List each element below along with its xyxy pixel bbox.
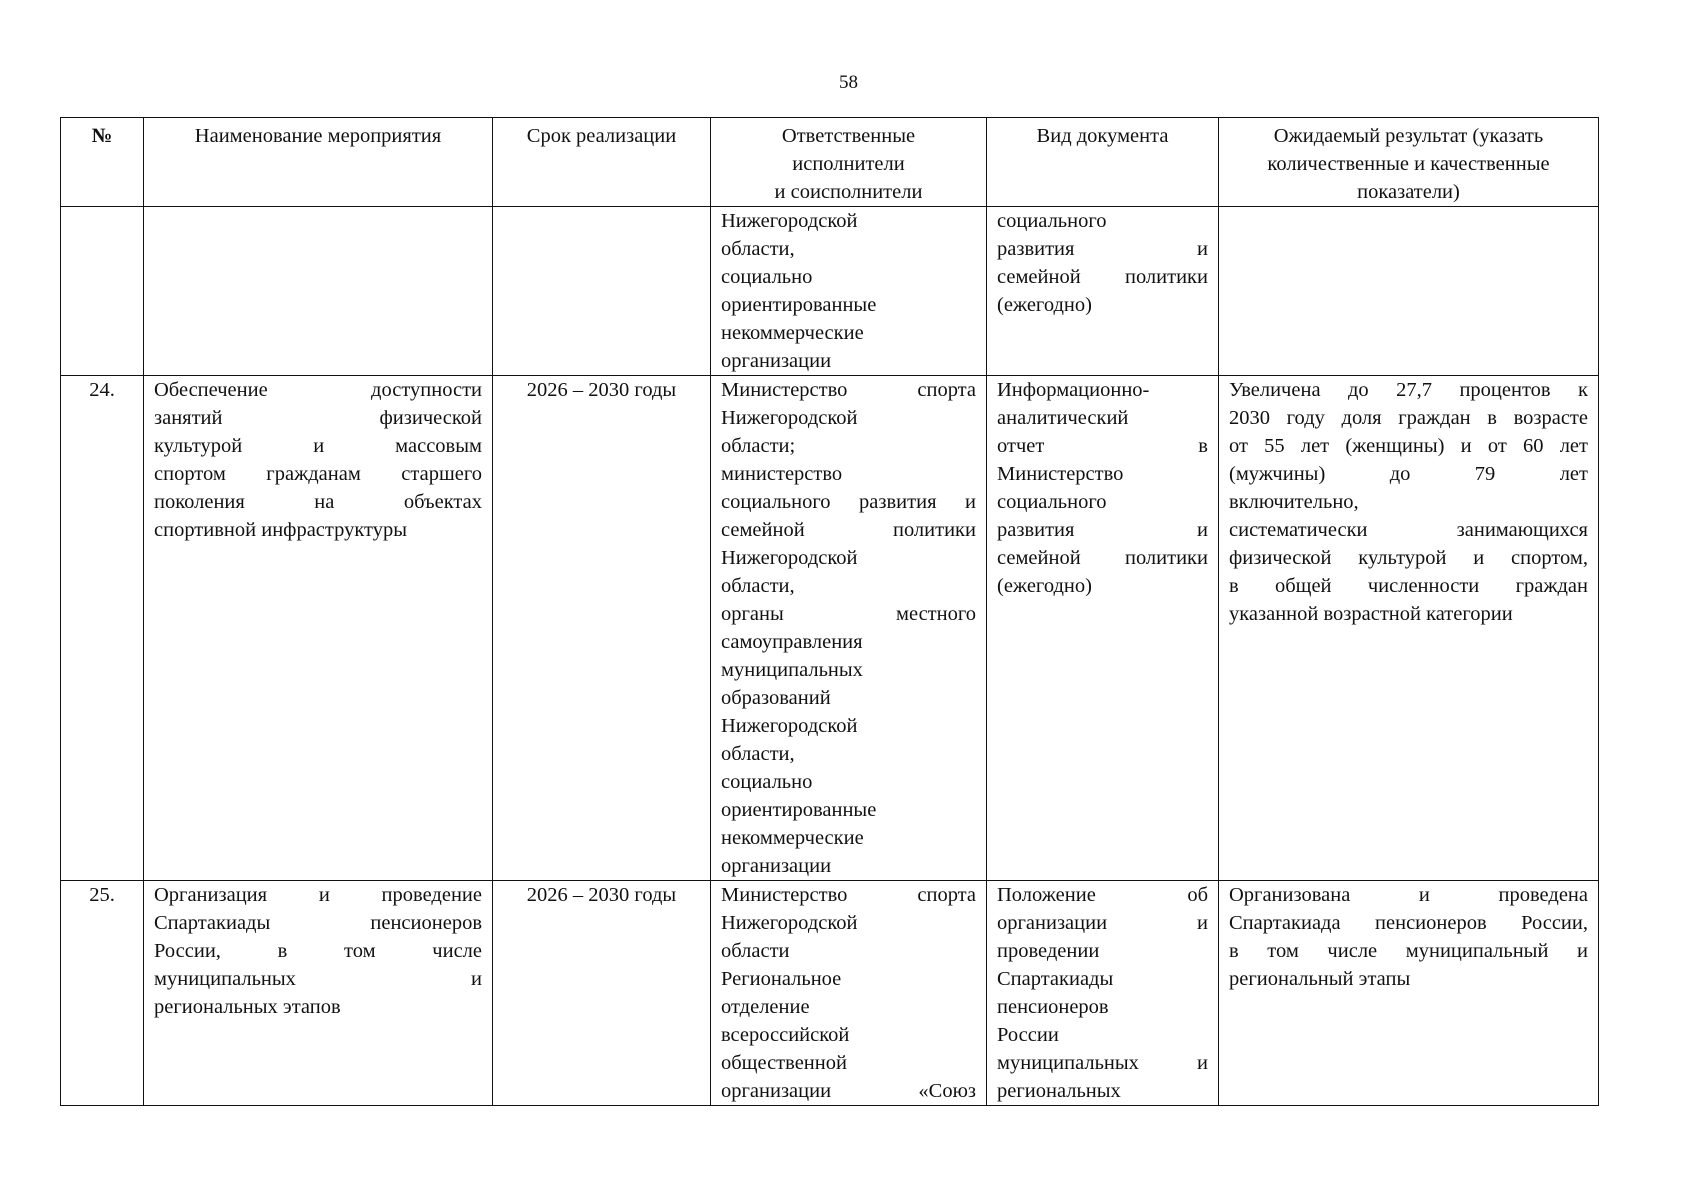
- cell-name: [144, 376, 493, 881]
- cell-line: Нижегородской: [721, 912, 858, 934]
- cell-num: [61, 207, 144, 376]
- cell-line: области: [721, 940, 790, 962]
- header-line: Ожидаемый результат (указать: [1273, 125, 1544, 147]
- cell-line: Информационно-: [997, 379, 1150, 401]
- cell-line: министерство: [721, 463, 843, 485]
- measures-table: [60, 117, 1599, 1106]
- header-executors: [711, 118, 987, 207]
- cell-line: Организована и проведена: [1229, 884, 1588, 906]
- cell-line: организации и: [997, 912, 1208, 934]
- cell-line: области,: [721, 743, 795, 765]
- cell-line: области;: [721, 435, 796, 457]
- header-line: количественные и качественные: [1267, 153, 1550, 175]
- cell-executors: [711, 881, 987, 1106]
- cell-line: спортом гражданам старшего: [154, 463, 482, 485]
- cell-line: Спартакиады: [997, 968, 1114, 990]
- cell-line: России, в том числе: [154, 940, 482, 962]
- header-term: Срок реализации: [493, 118, 711, 207]
- cell-line: физической культурой и спортом,: [1229, 547, 1588, 569]
- cell-line: проведении: [997, 940, 1100, 962]
- header-doc-type: Вид документа: [987, 118, 1219, 207]
- cell-line: некоммерческие: [721, 827, 864, 849]
- header-line: и соисполнители: [774, 181, 923, 203]
- cell-term: [493, 207, 711, 376]
- cell-line: (мужчины) до 79 лет: [1229, 463, 1588, 485]
- cell-executors: [711, 207, 987, 376]
- cell-line: поколения на объектах: [154, 491, 482, 513]
- cell-line: культурой и массовым: [154, 435, 482, 457]
- cell-line: организации: [721, 855, 832, 877]
- cell-line: всероссийской: [721, 1024, 850, 1046]
- table-row: [61, 207, 1599, 376]
- cell-line: указанной возрастной категории: [1229, 603, 1513, 625]
- cell-doc-type: [987, 376, 1219, 881]
- header-line: Ответственные: [781, 125, 916, 147]
- cell-line: Региональное: [721, 968, 842, 990]
- cell-num: 24.: [61, 376, 144, 881]
- cell-executors: [711, 376, 987, 881]
- cell-line: Увеличена до 27,7 процентов к: [1229, 379, 1588, 401]
- cell-line: занятий физической: [154, 407, 482, 429]
- cell-line: Нижегородской: [721, 547, 858, 569]
- cell-term: 2026 – 2030 годы: [493, 881, 711, 1106]
- cell-line: России: [997, 1024, 1059, 1046]
- cell-line: семейной политики: [997, 547, 1208, 569]
- cell-num: 25.: [61, 881, 144, 1106]
- cell-line: некоммерческие: [721, 322, 864, 344]
- cell-line: Обеспечение доступности: [154, 379, 482, 401]
- cell-line: области,: [721, 575, 795, 597]
- cell-line: ориентированные: [721, 799, 877, 821]
- cell-line: ориентированные: [721, 294, 877, 316]
- cell-line: в общей численности граждан: [1229, 575, 1588, 597]
- cell-term: 2026 – 2030 годы: [493, 376, 711, 881]
- cell-line: социально: [721, 266, 813, 288]
- cell-line: социального: [997, 210, 1107, 232]
- cell-line: 2030 году доля граждан в возрасте: [1229, 407, 1588, 429]
- cell-line: муниципальных: [721, 659, 863, 681]
- cell-line: Министерство: [997, 463, 1124, 485]
- cell-line: общественной: [721, 1052, 847, 1074]
- cell-doc-type: [987, 881, 1219, 1106]
- cell-result: [1219, 376, 1599, 881]
- cell-line: отчет в: [997, 435, 1208, 457]
- cell-name: [144, 881, 493, 1106]
- header-result: [1219, 118, 1599, 207]
- header-line: показатели): [1357, 181, 1460, 203]
- table-row: [61, 881, 1599, 1106]
- cell-line: образований: [721, 687, 831, 709]
- cell-line: Спартакиада пенсионеров России,: [1229, 912, 1588, 934]
- header-num: №: [61, 118, 144, 207]
- cell-line: Организация и проведение: [154, 884, 482, 906]
- cell-line: включительно,: [1229, 491, 1359, 513]
- table-row: [61, 376, 1599, 881]
- cell-line: Министерство спорта: [721, 379, 976, 401]
- cell-line: семейной политики: [721, 519, 976, 541]
- cell-line: (ежегодно): [997, 294, 1092, 316]
- cell-line: самоуправления: [721, 631, 863, 653]
- table-header-row: [61, 118, 1599, 207]
- cell-line: Министерство спорта: [721, 884, 976, 906]
- cell-line: от 55 лет (женщины) и от 60 лет: [1229, 435, 1588, 457]
- cell-name: [144, 207, 493, 376]
- cell-line: региональных этапов: [154, 996, 341, 1018]
- cell-line: области,: [721, 238, 795, 260]
- cell-line: социально: [721, 771, 813, 793]
- cell-line: спортивной инфраструктуры: [154, 519, 407, 541]
- cell-line: социального: [997, 491, 1107, 513]
- header-name: Наименование мероприятия: [144, 118, 493, 207]
- cell-line: систематически занимающихся: [1229, 519, 1588, 541]
- cell-line: Нижегородской: [721, 210, 858, 232]
- cell-line: организации: [721, 350, 832, 372]
- cell-line: муниципальных и: [997, 1052, 1208, 1074]
- cell-line: Положение об: [997, 884, 1208, 906]
- cell-line: организации «Союз: [721, 1080, 976, 1102]
- cell-line: муниципальных и: [154, 968, 482, 990]
- cell-line: региональных: [997, 1080, 1121, 1102]
- cell-line: Спартакиады пенсионеров: [154, 912, 482, 934]
- cell-line: аналитический: [997, 407, 1129, 429]
- cell-result: [1219, 207, 1599, 376]
- cell-result: [1219, 881, 1599, 1106]
- cell-doc-type: [987, 207, 1219, 376]
- cell-line: семейной политики: [997, 266, 1208, 288]
- cell-line: (ежегодно): [997, 575, 1092, 597]
- cell-line: пенсионеров: [997, 996, 1109, 1018]
- cell-line: отделение: [721, 996, 810, 1018]
- page-number: 58: [839, 72, 858, 93]
- cell-line: развития и: [997, 238, 1208, 260]
- header-line: исполнители: [792, 153, 905, 175]
- cell-line: Нижегородской: [721, 715, 858, 737]
- cell-line: региональный этапы: [1229, 968, 1411, 990]
- cell-line: Нижегородской: [721, 407, 858, 429]
- cell-line: в том числе муниципальный и: [1229, 940, 1588, 962]
- cell-line: развития и: [997, 519, 1208, 541]
- cell-line: социального развития и: [721, 491, 976, 513]
- cell-line: органы местного: [721, 603, 976, 625]
